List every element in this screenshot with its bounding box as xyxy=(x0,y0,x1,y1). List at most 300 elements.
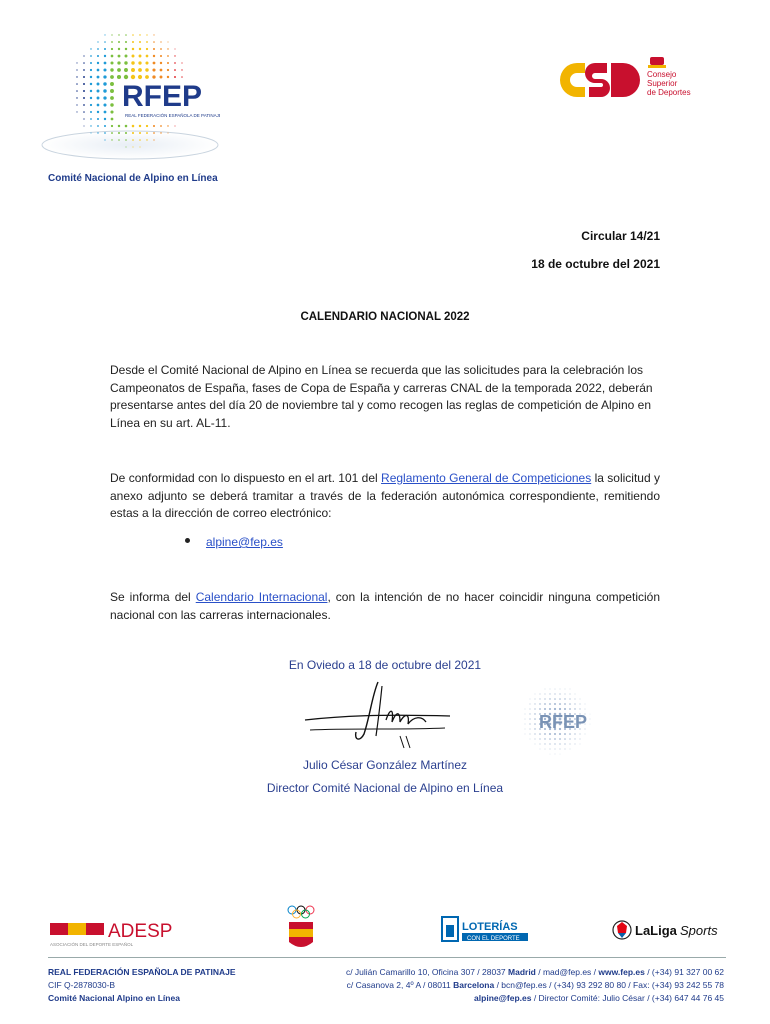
logo-dot xyxy=(139,55,142,58)
logo-dot xyxy=(118,132,120,134)
logo-dot xyxy=(153,125,155,127)
rfep-logo xyxy=(40,20,220,170)
logo-dot xyxy=(131,68,135,72)
logo-dot xyxy=(145,68,148,71)
seal-dot xyxy=(560,754,561,755)
footer-director-contact: / Director Comité: Julio César / (+34) 647 44 76 45 xyxy=(531,993,724,1003)
seal-dot xyxy=(574,738,575,739)
logo-dot xyxy=(174,76,176,78)
logo-dot xyxy=(83,97,85,99)
seal-dot xyxy=(550,749,551,750)
logo-dot xyxy=(76,90,78,92)
logo-dot xyxy=(167,41,168,42)
logo-dot xyxy=(125,41,127,43)
footer-madrid-email: / mad@fep.es / xyxy=(535,967,599,977)
logo-dot xyxy=(104,111,107,114)
seal-dot xyxy=(560,689,561,690)
seal-dot xyxy=(575,744,576,745)
seal-dot xyxy=(539,708,541,710)
logo-dot xyxy=(138,61,141,64)
logo-dot xyxy=(97,90,100,93)
seal-dot xyxy=(534,708,535,709)
seal-dot xyxy=(525,719,526,720)
footer-website: www.fep.es xyxy=(598,967,645,977)
logo-dot xyxy=(167,125,168,126)
logo-dot xyxy=(167,76,169,78)
seal-dot xyxy=(530,739,531,740)
logo-dot xyxy=(132,125,135,128)
seal-dot xyxy=(590,724,591,725)
svg-text:ADESP: ADESP xyxy=(108,921,173,942)
paragraph-procedure-text-b: la solicitud y anexo adjunto se deberá tramitar a través de la federación autonómica correspondiente, remitiendo estas a la dirección de correo electrónico: xyxy=(110,471,660,520)
logo-dot xyxy=(76,83,78,85)
logo-dot xyxy=(76,69,77,70)
rfep-seal xyxy=(505,682,607,758)
seal-dot xyxy=(525,709,526,710)
committee-header: Comité Nacional de Alpino en Línea xyxy=(48,173,218,184)
paragraph-international xyxy=(110,589,660,624)
logo-dot xyxy=(90,97,92,99)
seal-dot xyxy=(529,728,530,729)
logo-dot xyxy=(118,125,120,127)
logo-dot xyxy=(111,132,113,134)
seal-dot xyxy=(539,703,540,704)
logo-dot xyxy=(90,62,92,64)
seal-dot xyxy=(574,733,575,734)
seal-dot xyxy=(545,689,546,690)
seal-dot xyxy=(529,713,530,714)
seal-dot xyxy=(544,738,545,739)
seal-dot xyxy=(549,738,551,740)
logo-dot xyxy=(125,146,126,147)
seal-dot xyxy=(569,703,571,705)
svg-text:LOTERÍAS: LOTERÍAS xyxy=(462,921,518,933)
logo-dot xyxy=(97,125,99,127)
seal-dot xyxy=(549,703,551,705)
logo-dot xyxy=(125,139,127,141)
logo-dot xyxy=(153,48,155,50)
seal-dot xyxy=(564,698,565,699)
logo-dot xyxy=(110,82,114,86)
logo-dot xyxy=(90,132,91,133)
seal-dot xyxy=(529,723,530,724)
logo-dot xyxy=(83,90,85,92)
logo-dot xyxy=(104,41,106,43)
logo-dot xyxy=(146,132,148,134)
seal-dot xyxy=(560,749,561,750)
footer-barcelona-contact: / bcn@fep.es / (+34) 93 292 80 80 / Fax: (+34) 93 242 55 78 xyxy=(494,980,724,990)
signer-role: Director Comité Nacional de Alpino en Línea xyxy=(266,781,504,795)
seal-dot xyxy=(539,698,540,699)
logo-dot xyxy=(153,41,155,43)
footer-madrid-line xyxy=(346,966,724,979)
logo-dot xyxy=(76,76,77,77)
seal-dot xyxy=(565,749,566,750)
seal-dot xyxy=(580,744,581,745)
logo-dot xyxy=(90,125,91,126)
logo-dot xyxy=(174,55,175,56)
logo-dot xyxy=(117,75,121,79)
logo-dot xyxy=(139,34,140,35)
logo-dot xyxy=(90,83,92,85)
seal-dot xyxy=(534,713,535,714)
logo-dot xyxy=(103,68,106,71)
logo-dot xyxy=(110,96,114,100)
seal-dot xyxy=(549,708,551,710)
logo-dot xyxy=(103,75,106,78)
logo-dot xyxy=(167,62,169,64)
logo-dot xyxy=(146,48,148,50)
svg-text:LaLiga: LaLiga xyxy=(635,923,677,938)
seal-dot xyxy=(569,738,570,739)
logo-dot xyxy=(132,55,135,58)
seal-dot xyxy=(554,693,555,694)
handwritten-signature xyxy=(300,676,460,754)
logo-dot xyxy=(118,48,120,50)
seal-dot xyxy=(534,703,535,704)
logo-dot xyxy=(181,76,183,78)
logo-dot xyxy=(97,118,99,120)
logo-dot xyxy=(124,61,127,64)
logo-dot xyxy=(160,48,162,50)
footer-barcelona-address: c/ Casanova 2, 4º A / 08011 xyxy=(346,980,454,990)
logo-dot xyxy=(97,104,100,107)
logo-dot xyxy=(97,76,100,79)
logo-dot xyxy=(153,139,154,140)
logo-dot xyxy=(152,75,155,78)
svg-text:RFEP: RFEP xyxy=(539,712,588,732)
logo-dot xyxy=(125,132,127,134)
logo-dot xyxy=(97,41,98,42)
seal-dot xyxy=(535,744,536,745)
logo-dot xyxy=(153,62,156,65)
logo-dot xyxy=(153,132,155,134)
seal-dot xyxy=(535,694,536,695)
logo-dot xyxy=(167,55,169,57)
logo-dot xyxy=(167,69,169,71)
logo-dot xyxy=(131,75,135,79)
logo-dot xyxy=(103,103,106,106)
logo-dot xyxy=(83,62,85,64)
calendario-internacional-link[interactable]: Calendario Internacional xyxy=(195,590,328,604)
logo-dot xyxy=(125,125,128,128)
logo-dot xyxy=(110,75,114,79)
seal-dot xyxy=(540,694,541,695)
svg-text:ASOCIACIÓN DEL DEPORTE ESPAÑOL: ASOCIACIÓN DEL DEPORTE ESPAÑOL xyxy=(50,942,134,947)
footer-divider xyxy=(48,957,726,958)
seal-dot xyxy=(544,703,546,705)
seal-dot xyxy=(585,734,586,735)
seal-dot xyxy=(544,693,545,694)
footer-barcelona-line xyxy=(346,979,724,992)
seal-dot xyxy=(559,708,561,710)
seal-dot xyxy=(544,733,546,735)
footer-madrid-city: Madrid xyxy=(508,967,536,977)
seal-dot xyxy=(569,698,570,699)
logo-dot xyxy=(111,34,112,35)
laliga-sports-logo xyxy=(612,917,727,943)
seal-dot xyxy=(554,698,556,700)
logo-dot xyxy=(76,97,77,98)
logo-dot xyxy=(97,132,98,133)
logo-dot xyxy=(146,55,149,58)
logo-dot xyxy=(83,69,85,71)
seal-dot xyxy=(534,738,535,739)
logo-dot xyxy=(139,146,140,147)
seal-dot xyxy=(559,743,560,744)
logo-dot xyxy=(160,69,163,72)
bullet-dot-icon xyxy=(185,538,190,543)
seal-dot xyxy=(580,699,581,700)
seal-dot xyxy=(575,694,576,695)
footer-right xyxy=(346,966,724,1005)
logo-dot xyxy=(111,48,113,50)
seal-dot xyxy=(554,743,555,744)
logo-dot xyxy=(160,125,162,127)
logo-dot xyxy=(139,132,141,134)
logo-dot xyxy=(160,76,163,79)
logo-dot xyxy=(97,62,99,64)
logo-dot xyxy=(125,55,128,58)
logo-dot xyxy=(111,139,112,140)
footer-madrid-phone: / (+34) 91 327 00 62 xyxy=(644,967,724,977)
logo-dot xyxy=(76,111,77,112)
logo-dot xyxy=(152,68,155,71)
seal-dot xyxy=(580,739,581,740)
seal-dot xyxy=(534,733,535,734)
logo-dot xyxy=(146,34,147,35)
seal-dot xyxy=(529,718,530,719)
circular-number: Circular 14/21 xyxy=(581,229,660,243)
seal-dot xyxy=(535,699,536,700)
logo-dot xyxy=(118,41,120,43)
footer-cif: CIF Q-2878030-B xyxy=(48,980,116,990)
logo-dot xyxy=(146,125,148,127)
paragraph-deadline: Desde el Comité Nacional de Alpino en Línea se recuerda que las solicitudes para la celebración los Campeonatos de España, fases de Copa de España y carreras CNAL de la temporada 2022, deberán presentarse antes del día 20 de noviembre tal y como recogen las reglas de competición de Alpino en Línea en su art. AL-11. xyxy=(110,363,653,430)
seal-dot xyxy=(564,738,566,740)
logo-dot xyxy=(90,118,92,120)
seal-dot xyxy=(555,749,556,750)
seal-dot xyxy=(544,743,545,744)
seal-dot xyxy=(525,729,526,730)
paragraph-international-text-a: Se informa del xyxy=(110,590,196,604)
seal-dot xyxy=(545,749,546,750)
logo-dot xyxy=(104,48,106,50)
footer-director-line xyxy=(346,992,724,1005)
logo-dot xyxy=(160,55,162,57)
logo-dot xyxy=(138,75,142,79)
seal-dot xyxy=(564,733,566,735)
seal-dot xyxy=(574,703,575,704)
logo-dot xyxy=(174,48,175,49)
logo-dot xyxy=(132,34,134,36)
seal-dot xyxy=(559,693,560,694)
logo-dot xyxy=(103,89,106,92)
paragraph-international-text-b: , con la intención de no hacer coincidir ninguna competición nacional con las carreras internacionales. xyxy=(110,590,660,622)
logo-dot xyxy=(174,62,176,64)
seal-dot xyxy=(530,734,531,735)
svg-text:RFEP: RFEP xyxy=(122,80,203,113)
logo-dot xyxy=(139,139,141,141)
logo-dot xyxy=(83,83,85,85)
logo-dot xyxy=(83,76,85,78)
seal-dot xyxy=(554,703,556,705)
email-bullet xyxy=(185,535,283,549)
seal-dot xyxy=(579,708,580,709)
logo-dot xyxy=(97,97,100,100)
logo-dot xyxy=(104,62,107,65)
seal-dot xyxy=(585,704,586,705)
logo-dot xyxy=(97,69,100,72)
logo-dot xyxy=(104,132,106,134)
reglamento-link[interactable]: Reglamento General de Competiciones xyxy=(381,471,592,485)
logo-dot xyxy=(111,118,114,121)
seal-dot xyxy=(550,754,551,755)
seal-dot xyxy=(549,743,550,744)
logo-dot xyxy=(111,41,113,43)
logo-dot xyxy=(97,55,99,57)
logo-dot xyxy=(90,76,92,78)
logo-dot xyxy=(90,90,92,92)
svg-text:Consejo: Consejo xyxy=(647,70,677,79)
seal-dot xyxy=(539,733,541,735)
logo-dot xyxy=(160,132,161,133)
logo-dot xyxy=(139,48,141,50)
seal-dot xyxy=(565,689,566,690)
logo-dot xyxy=(90,55,92,57)
logo-dot xyxy=(83,125,84,126)
logo-dot xyxy=(104,55,106,57)
logo-dot xyxy=(125,48,127,50)
coe-logo xyxy=(283,904,319,954)
logo-dot xyxy=(104,125,106,127)
logo-dot xyxy=(124,75,128,79)
logo-dot xyxy=(103,82,106,85)
seal-dot xyxy=(530,704,531,705)
logo-dot xyxy=(117,61,120,64)
logo-dot xyxy=(125,34,127,36)
seal-dot xyxy=(564,743,565,744)
seal-dot xyxy=(574,698,575,699)
paragraph-procedure-text-a: De conformidad con lo dispuesto en el art. 101 del xyxy=(110,471,382,485)
seal-dot xyxy=(564,703,566,705)
logo-dot xyxy=(118,139,120,141)
seal-dot xyxy=(550,689,551,690)
seal-dot xyxy=(590,719,591,720)
logo-dot xyxy=(104,34,105,35)
logo-dot xyxy=(138,68,142,72)
signer-name: Julio César González Martínez xyxy=(302,758,468,772)
seal-dot xyxy=(525,714,526,715)
logo-dot xyxy=(76,62,77,63)
seal-dot xyxy=(549,698,550,699)
logo-dot xyxy=(97,111,99,113)
paragraph-procedure xyxy=(110,470,660,523)
logo-dot xyxy=(111,125,113,127)
logo-dot xyxy=(83,104,85,106)
alpine-email-link[interactable]: alpine@fep.es xyxy=(206,535,283,549)
logo-dot xyxy=(83,111,85,113)
seal-dot xyxy=(544,708,546,710)
seal-dot xyxy=(529,708,530,709)
logo-dot xyxy=(145,61,148,64)
logo-dot xyxy=(83,55,84,56)
seal-dot xyxy=(569,708,571,710)
logo-dot xyxy=(167,132,168,133)
seal-dot xyxy=(530,699,531,700)
logo-dot xyxy=(97,48,99,50)
logo-dot xyxy=(181,62,182,63)
seal-dot xyxy=(559,703,561,705)
logo-dot xyxy=(153,34,154,35)
seal-dot xyxy=(534,728,535,729)
seal-dot xyxy=(554,738,556,740)
seal-dot xyxy=(549,693,550,694)
circular-date: 18 de octubre del 2021 xyxy=(531,257,660,271)
logo-dot xyxy=(146,41,148,43)
csd-logo xyxy=(555,55,715,105)
svg-text:REAL FEDERACIÓN ESPAÑOLA DE PA: REAL FEDERACIÓN ESPAÑOLA DE PATINAJE xyxy=(125,113,220,118)
logo-dot xyxy=(103,96,106,99)
seal-dot xyxy=(559,738,561,740)
logo-dot xyxy=(110,61,113,64)
logo-dot xyxy=(131,61,134,64)
logo-dot xyxy=(110,103,113,106)
seal-dot xyxy=(534,718,536,720)
logo-dot xyxy=(174,125,175,126)
logo-dot xyxy=(181,69,182,70)
logo-dot xyxy=(124,68,128,72)
logo-dot xyxy=(145,75,149,79)
footer-federation-name: REAL FEDERACIÓN ESPAÑOLA DE PATINAJE xyxy=(48,967,236,977)
seal-dot xyxy=(574,708,575,709)
logo-dot xyxy=(132,146,133,147)
seal-dot xyxy=(580,704,581,705)
footer-left xyxy=(48,966,236,1005)
logo-dot xyxy=(104,118,106,120)
logo-dot xyxy=(83,118,84,119)
seal-dot xyxy=(559,698,561,700)
adesp-logo xyxy=(48,915,178,951)
seal-dot xyxy=(554,708,556,710)
logo-dot xyxy=(118,34,119,35)
logo-dot xyxy=(167,48,168,49)
seal-dot xyxy=(540,749,541,750)
logo-dot xyxy=(153,55,155,57)
logo-dot xyxy=(90,104,92,106)
seal-dot xyxy=(569,743,570,744)
logo-dot xyxy=(117,68,121,72)
seal-dot xyxy=(554,733,556,735)
svg-text:de Deportes: de Deportes xyxy=(647,88,691,97)
logo-dot xyxy=(132,41,134,43)
svg-text:Superior: Superior xyxy=(647,79,678,88)
seal-dot xyxy=(534,723,536,725)
footer-alpine-email: alpine@fep.es xyxy=(474,993,532,1003)
seal-dot xyxy=(570,689,571,690)
logo-dot xyxy=(104,139,105,140)
footer-barcelona-city: Barcelona xyxy=(453,980,495,990)
footer-committee: Comité Nacional Alpino en Línea xyxy=(48,993,180,1003)
logo-dot xyxy=(160,62,162,64)
seal-dot xyxy=(559,733,561,735)
seal-dot xyxy=(590,714,591,715)
seal-dot xyxy=(540,744,541,745)
logo-dot xyxy=(118,55,121,58)
logo-dot xyxy=(146,139,147,140)
seal-dot xyxy=(570,749,571,750)
logo-dot xyxy=(110,110,113,113)
